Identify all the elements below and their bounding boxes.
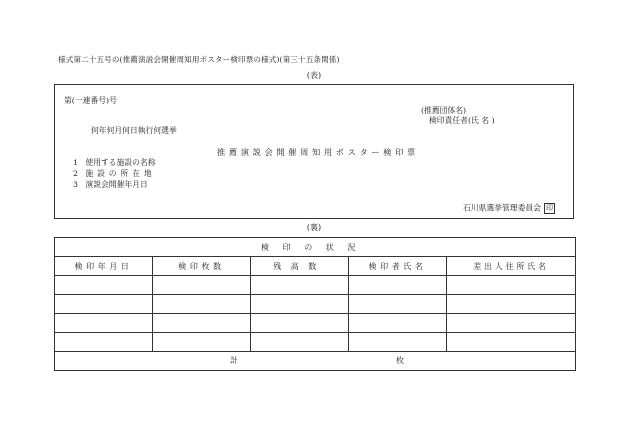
total-label: 計 xyxy=(230,356,238,365)
election-line: 何年何月何日執行何選挙 xyxy=(91,126,177,135)
facility-name-label: 使用する施設の名称 xyxy=(85,158,156,167)
list-item: 2 施設の所在地 xyxy=(73,169,156,178)
meeting-date-label: 演説会開催年月日 xyxy=(85,180,148,189)
back-side-label: (裏) xyxy=(306,223,322,232)
count-unit: 枚 xyxy=(396,356,404,365)
list-item: 1 使用する施設の名称 xyxy=(73,158,156,167)
table-row xyxy=(55,333,576,352)
table-total-row xyxy=(55,352,576,371)
form-title: 推薦演説会開催周知用ポスター検印票 xyxy=(217,147,419,157)
org-name-label: (推薦団体名) xyxy=(421,106,467,115)
col-header-sender: 差出人住所氏名 xyxy=(447,257,576,276)
table-title: 検印の状況 xyxy=(55,238,576,257)
facility-address-label: 施設の所在地 xyxy=(85,169,156,178)
list-item: 3 演説会開催年月日 xyxy=(73,180,148,189)
table-row xyxy=(55,276,576,295)
serial-number-label: 第(一連番号)号 xyxy=(64,96,117,105)
committee-signature xyxy=(463,203,555,214)
table-header-row xyxy=(55,257,576,276)
col-header-stamper: 検印者氏名 xyxy=(349,257,447,276)
front-side-label: (表) xyxy=(306,71,322,80)
col-header-date: 検印年月日 xyxy=(55,257,153,276)
stamp-manager-label: 検印責任者(氏 名 ) xyxy=(429,116,495,125)
stamp-status-table xyxy=(54,237,576,371)
form-heading: 様式第二十五号の(推薦演説会開催周知用ポスター検印票の様式)(第三十五条関係) xyxy=(58,55,340,64)
table-row xyxy=(55,314,576,333)
table-row xyxy=(55,295,576,314)
front-panel xyxy=(54,84,574,219)
committee-name: 石川県選挙管理委員会 xyxy=(463,203,541,213)
seal-mark: 印 xyxy=(545,204,553,212)
col-header-remaining: 残高数 xyxy=(251,257,349,276)
col-header-count: 検印枚数 xyxy=(153,257,251,276)
